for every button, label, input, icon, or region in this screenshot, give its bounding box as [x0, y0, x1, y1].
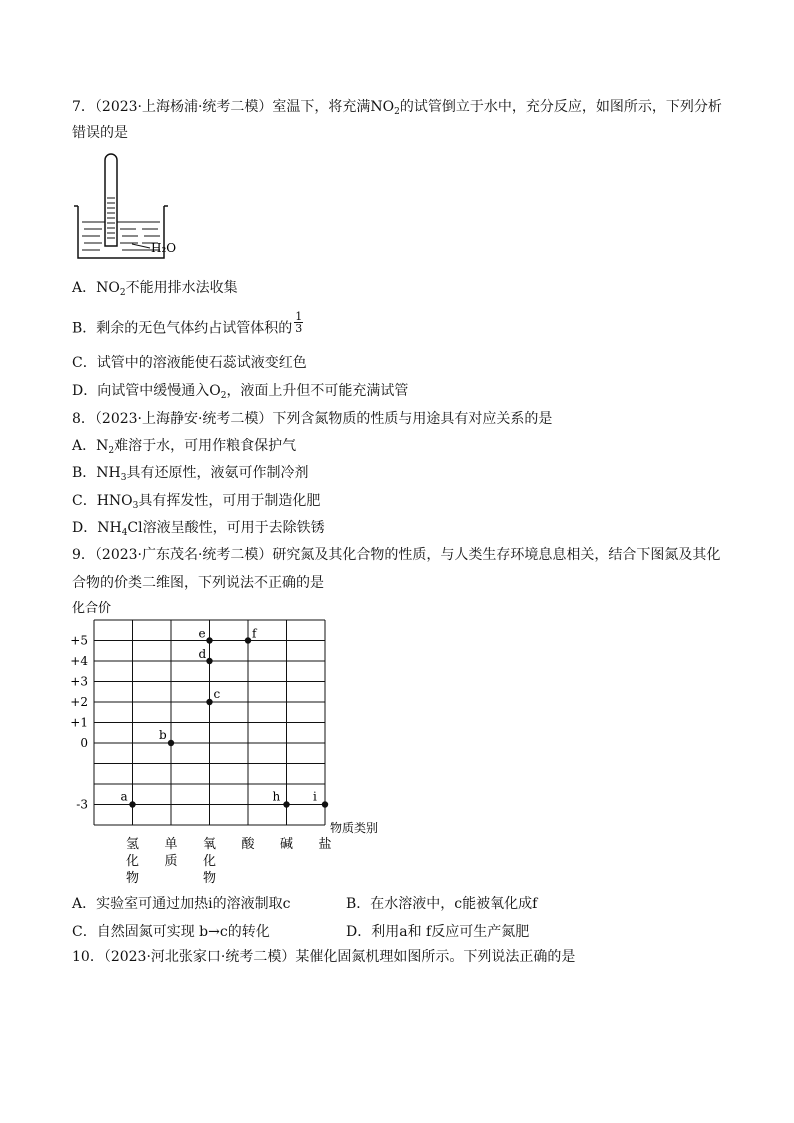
x-category-label: 碱 [279, 837, 294, 852]
fraction-denominator: 3 [295, 322, 303, 335]
q7-option-c: C．试管中的溶液能使石蕊试液变红色 [72, 355, 307, 371]
data-point-d [206, 658, 212, 664]
data-point-c [206, 699, 212, 705]
data-point-e [206, 637, 212, 643]
q9-option-d: D．利用a和 f反应可生产氮肥 [346, 924, 530, 940]
q8-option-a [72, 437, 296, 457]
y-tick-label: +3 [70, 674, 88, 689]
data-point-i [322, 801, 328, 807]
q8-option-d-sub: 4 [121, 528, 128, 538]
q8-option-b-sub: 3 [120, 473, 127, 483]
data-point-f [245, 637, 251, 643]
q7-stem-sub: 2 [394, 107, 400, 117]
q7-option-d [72, 382, 408, 402]
y-tick-label: +4 [70, 654, 88, 668]
q7-stem-part1: 7．（2023·上海杨浦·统考二模）室温下，将充满NO [72, 99, 395, 115]
q7-stem-line2: 错误的是 [72, 125, 128, 141]
q7-figure-water-label: H₂O [151, 241, 177, 255]
chart-grid [94, 620, 325, 825]
fraction-numerator: 1 [295, 310, 303, 323]
q7-stem [72, 98, 722, 118]
chart-y-axis-title: 化合价 [72, 601, 112, 616]
q8-option-d [72, 519, 325, 539]
data-point-b [168, 740, 174, 746]
q8-stem: 8．（2023·上海静安·统考二模）下列含氮物质的性质与用途具有对应关系的是 [72, 411, 553, 427]
q8-option-b-text: 具有还原性，液氨可作制冷剂 [126, 465, 309, 481]
q8-option-d-text: Cl溶液呈酸性，可用于去除铁锈 [127, 520, 325, 536]
q8-option-c-sub: 3 [132, 501, 139, 511]
q7-option-a [72, 279, 238, 299]
valence-class-chart [68, 596, 468, 886]
x-category-label: 氢化物 [125, 837, 140, 886]
q7-option-a-text: 不能用排水法收集 [125, 280, 238, 296]
data-point-label-i: i [313, 789, 317, 804]
q9-stem-line1: 9．（2023·广东茂名·统考二模）研究氮及其化合物的性质，与人类生存环境息息相关，结合下图氮及其化 [72, 547, 721, 563]
data-point-h [283, 801, 289, 807]
chart-x-categories [126, 836, 332, 886]
data-point-a [129, 801, 135, 807]
data-point-label-a: a [120, 789, 128, 804]
data-point-label-c: c [213, 687, 221, 701]
x-category-label: 单质 [164, 837, 178, 869]
data-point-label-d: d [198, 647, 207, 661]
q7-option-b-fraction [294, 311, 303, 334]
y-tick-label: -3 [76, 797, 88, 812]
data-point-label-b: b [159, 728, 167, 742]
q9-option-c: C．自然固氮可实现 b→c的转化 [72, 924, 270, 940]
q7-option-a-sub: 2 [119, 288, 126, 298]
q7-option-a-prefix: A．NO [72, 280, 120, 296]
q8-option-b [72, 464, 308, 484]
q10-stem: 10．（2023·河北张家口·统考二模）某催化固氮机理如图所示。下列说法正确的是 [72, 949, 576, 965]
x-category-label: 酸 [241, 837, 255, 852]
y-tick-label: +1 [70, 715, 88, 730]
data-point-label-h: h [272, 789, 281, 804]
q7-option-b-text: B．剩余的无色气体约占试管体积的 [72, 320, 293, 337]
q8-option-a-sub: 2 [108, 446, 115, 456]
q8-option-c [72, 492, 320, 512]
q8-option-c-prefix: C．HNO [72, 493, 133, 509]
chart-y-ticks [70, 634, 88, 812]
chart-x-axis-title: 物质类别 [330, 821, 379, 835]
q7-option-d-prefix: D．向试管中缓慢通入O [72, 383, 221, 399]
q7-option-d-text: ，液面上升但不可能充满试管 [226, 383, 409, 399]
q7-option-b [72, 310, 303, 340]
q8-option-a-prefix: A．N [72, 438, 109, 454]
q8-option-a-text: 难溶于水，可用作粮食保护气 [114, 438, 297, 454]
data-point-label-e: e [198, 626, 206, 641]
q7-stem-part2: 的试管倒立于水中，充分反应，如图所示，下列分析 [399, 99, 722, 115]
y-tick-label: +5 [70, 633, 88, 648]
q9-stem-line2: 合物的价类二维图，下列说法不正确的是 [72, 575, 324, 591]
q9-option-a: A．实验室可通过加热i的溶液制取c [72, 896, 291, 912]
x-category-label: 氧化物 [202, 837, 217, 886]
q7-option-d-sub: 2 [220, 391, 227, 401]
chart-points [121, 627, 329, 808]
q7-figure-test-tube-beaker [72, 152, 192, 262]
q9-option-b: B．在水溶液中，c能被氧化成f [346, 896, 538, 912]
x-category-label: 盐 [318, 837, 332, 852]
q8-option-d-prefix: D．NH [72, 520, 122, 536]
y-tick-label: 0 [80, 736, 88, 750]
data-point-label-f: f [252, 626, 257, 641]
y-tick-label: +2 [70, 695, 88, 709]
q8-option-c-text: 具有挥发性，可用于制造化肥 [138, 493, 321, 509]
q8-option-b-prefix: B．NH [72, 465, 121, 481]
